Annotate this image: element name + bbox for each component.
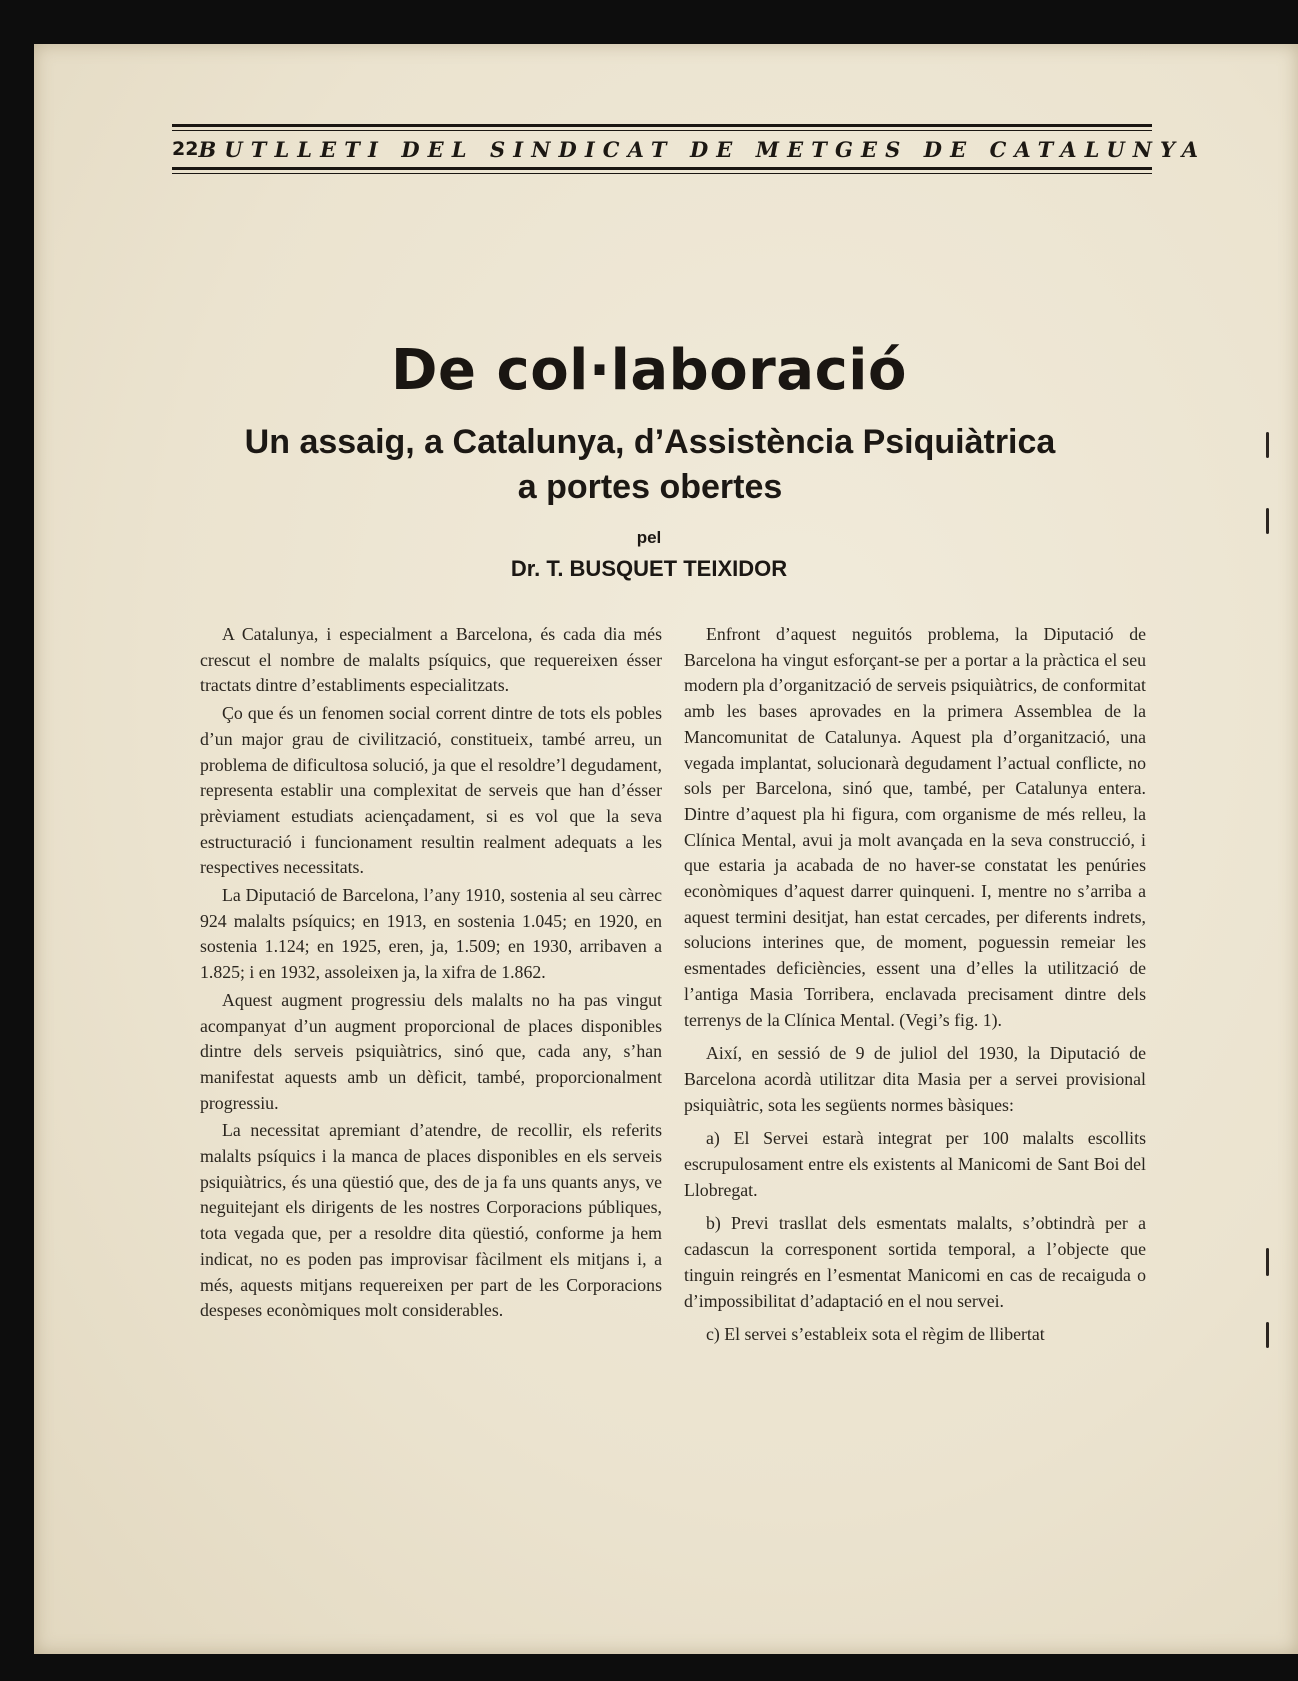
article-title-line-1: Un assaig, a Catalunya, d’Assistència Psiquiàtrica — [244, 423, 1056, 461]
right-column — [684, 622, 1146, 1348]
author-name: Dr. T. BUSQUET TEIXIDOR — [510, 556, 788, 581]
binding-mark — [1266, 508, 1269, 534]
article-title-line-2: a portes obertes — [517, 468, 783, 506]
page-number: 22 — [172, 138, 199, 160]
header-bottom-rule-thin — [172, 173, 1152, 174]
paragraph: A Catalunya, i especialment a Barcelona, és cada dia més crescut el nombre de malalts psíquics, que requereixen ésser tractats dintre d’establiments especialitzats. — [200, 624, 662, 696]
binding-mark — [1266, 432, 1269, 458]
section-title: De col·laboració — [391, 338, 907, 403]
list-item-a: a) El Servei estarà integrat per 100 malalts escollits escrupulosament entre els existents al Manicomi de Sant Boi del Llobregat. — [684, 1128, 1146, 1200]
list-item-c: c) El servei s’estableix sota el règim de llibertat — [706, 1324, 1045, 1345]
paragraph: La Diputació de Barcelona, l’any 1910, sostenia al seu càrrec 924 malalts psíquics; en 1913, en sostenia 1.045; en 1920, en sostenia 1.124; en 1925, eren, ja, 1.509; en 1930, arribaven a 1.825; i en 1932, assoleixen ja, la xifra de 1.862. — [200, 885, 662, 983]
header-top-rule — [172, 124, 1152, 127]
journal-title: BUTLLETI DEL SINDICAT DE METGES DE CATALUNYA — [198, 136, 1207, 162]
paragraph: Així, en sessió de 9 de juliol del 1930, la Diputació de Barcelona acordà utilitzar dita Masia per a servei provisional psiquiàtric, sota les següents normes bàsiques: — [684, 1043, 1146, 1115]
running-header — [172, 124, 1207, 174]
left-column — [200, 622, 662, 1324]
paragraph: Ço que és un fenomen social corrent dintre de tots els pobles d’un major grau de civilització, constitueix, també arreu, un problema de dificultosa solució, ja que el resoldre’l degudament, representa establir una complexitat de serveis que han d’ésser prèviament estudiats aciençadament, si es vol que la seva estructuració i funcionament resultin realment adequats a les respectives necessitats. — [200, 703, 662, 878]
header-bottom-rule — [172, 167, 1152, 170]
byline-pel: pel — [636, 528, 662, 547]
article-title — [200, 420, 1100, 510]
list-item-b: b) Previ trasllat dels esmentats malalts, s’obtindrà per a cadascun la corresponent sortida temporal, a l’objecte que tinguin reingrés en l’esmentat Manicomi en cas de recaiguda o d’impossibilitat d’adaptació en el nou servei. — [684, 1213, 1146, 1311]
binding-mark — [1266, 1248, 1269, 1276]
paragraph: La necessitat apremiant d’atendre, de recollir, els referits malalts psíquics i la manca de places disponibles en els serveis psiquiàtrics, és una qüestió que, des de ja fa uns quants anys, ve neguitejant els dirigents de les nostres Corporacions públiques, tota vegada que, per a resoldre dita qüestió, conforme ja hem indicat, no es poden pas improvisar fàcilment els mitjans i, a més, aquests mitjans requereixen per part de les Corporacions despeses econòmiques molt considerables. — [200, 1120, 662, 1321]
paragraph: Enfront d’aquest neguitós problema, la Diputació de Barcelona ha vingut esforçant-se per a portar a la pràctica el seu modern pla d’organització de serveis psiquiàtrics, de conformitat amb les bases aprovades en la primera Assemblea de la Mancomunitat de Catalunya. Aquest pla d’organització, una vegada implantat, solucionarà degudament l’actual conflicte, no sols per Barcelona, sinó que, també, per Catalunya entera. Dintre d’aquest pla hi figura, com organisme de més relleu, la Clínica Mental, avui ja molt avançada en la seva construcció, i que estaria ja acabada de no haver-se constatat les penúries econòmiques d’aquest darrer quinqueni. I, mentre no s’arriba a aquest termini desitjat, han estat cercades, per diferents indrets, solucions interines que, de moment, poguessin remeiar les esmentades deficiències, essent una d’elles la utilització de l’antiga Masia Torribera, enclavada precisament dintre dels terrenys de la Clínica Mental. (Vegi’s fig. 1). — [684, 624, 1146, 1030]
paragraph: Aquest augment progressiu dels malalts no ha pas vingut acompanyat d’un augment proporcional de places disponibles dintre dels serveis psiquiàtrics, sinó que, cada any, s’han manifestat aquests amb un dèficit, també, proporcionalment progressiu. — [200, 989, 662, 1113]
header-row — [172, 131, 1207, 167]
binding-mark — [1266, 1322, 1269, 1348]
